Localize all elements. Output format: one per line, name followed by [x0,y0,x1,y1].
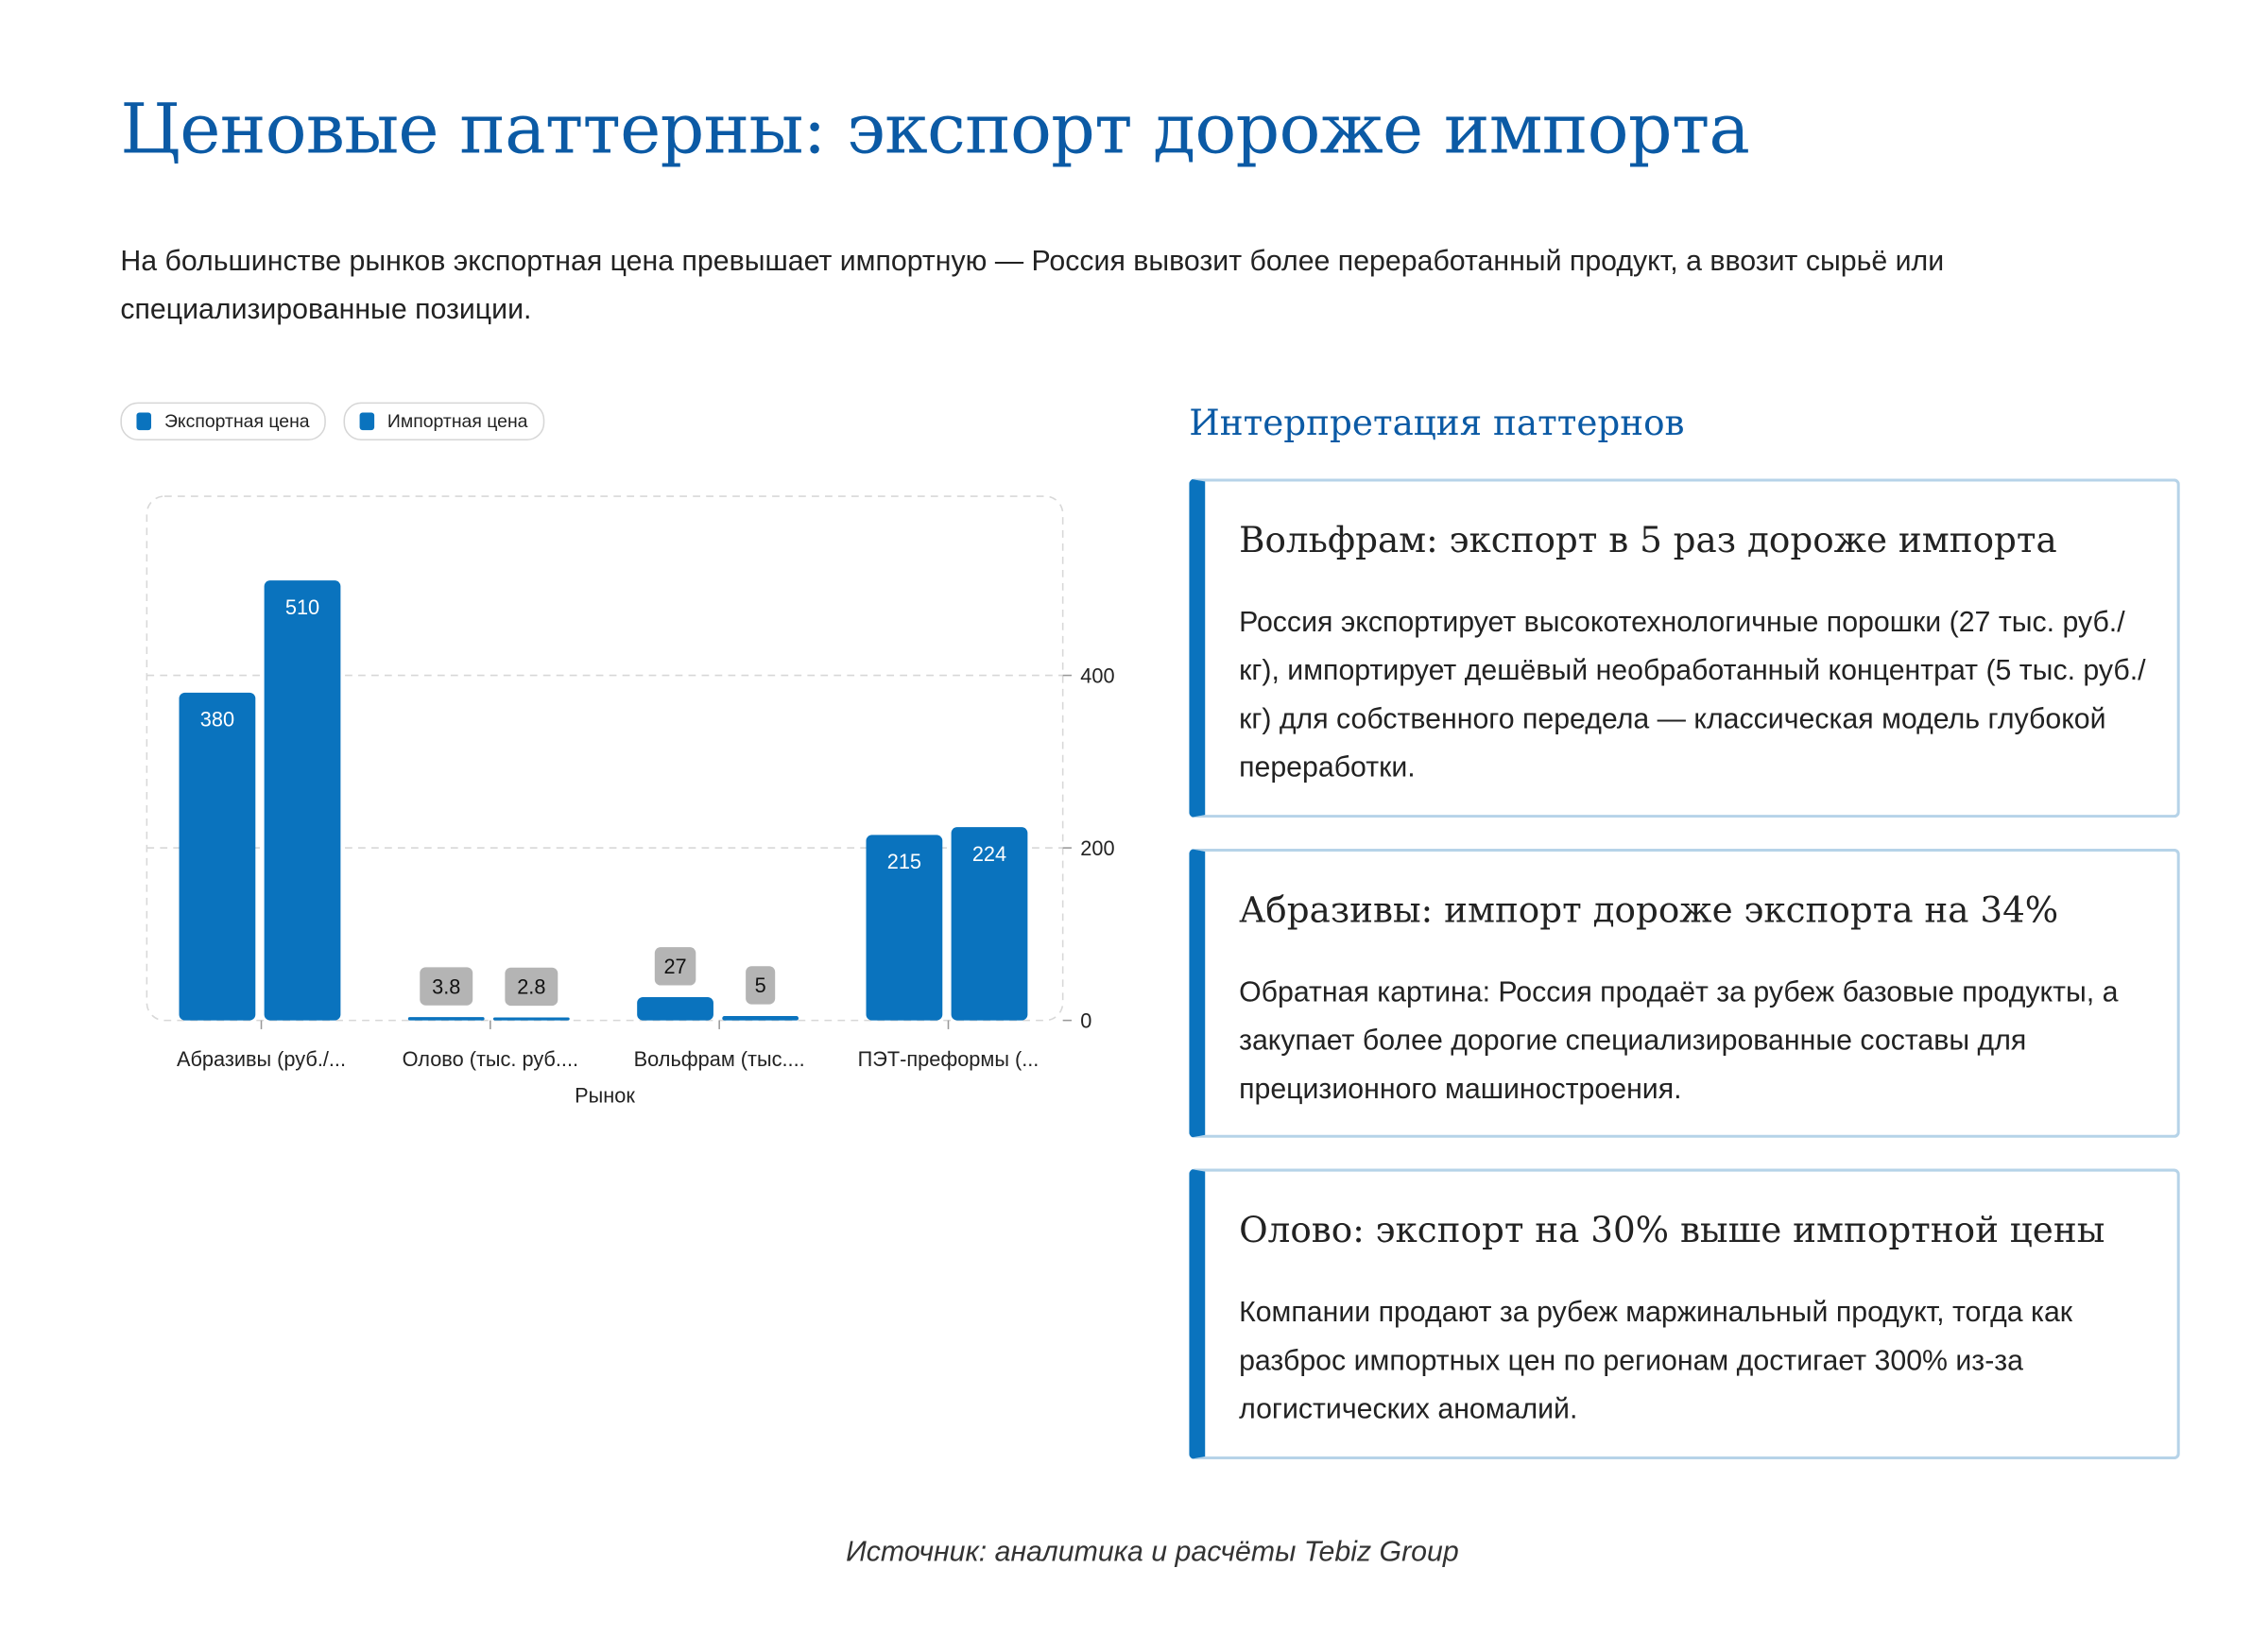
bar-export[interactable] [408,1017,485,1020]
card-title: Олово: экспорт на 30% выше импортной цены [1239,1210,2105,1251]
x-tick-label: Олово (тыс. руб.... [402,1046,579,1071]
x-tick-label: ПЭТ-преформы (... [857,1046,1040,1071]
data-label: 5 [754,974,766,998]
bar-import[interactable] [722,1016,799,1021]
y-tick-label: 400 [1080,663,1115,688]
bar-export[interactable] [637,997,713,1021]
card-text: Россия экспортирует высокотехнологичные порошки (27 тыс. руб./кг), импортирует дешёвый необработанный концентрат (5 тыс. руб./кг) для собственного передела — классическая модель глубокой переработки. [1239,606,2146,784]
data-label: 215 [886,850,922,874]
data-label: 3.8 [432,974,461,999]
card-abrasives [1189,849,2180,1138]
x-tick-label: Вольфрам (тыс.... [633,1046,805,1071]
data-label: 510 [284,594,320,619]
bar-export[interactable] [180,693,256,1021]
x-axis-label: Рынок [575,1083,635,1108]
x-tick-label: Абразивы (руб./... [176,1046,347,1071]
card-tin [1189,1169,2180,1460]
page-subtitle: На большинстве рынков экспортная цена превышает импортную — Россия вывозит более переработанный продукт, а ввозит сырьё или специализированные позиции. [120,245,1945,326]
y-tick-label: 200 [1080,836,1115,860]
source-note: Источник: аналитика и расчёты Tebiz Group [846,1535,1459,1569]
bars-layer [180,580,1028,1020]
legend-label-import: Импортная цена [387,410,528,432]
data-label: 224 [971,841,1007,866]
card-title: Вольфрам: экспорт в 5 раз дороже импорта [1239,519,2057,561]
card-title: Абразивы: импорт дороже экспорта на 34% [1239,889,2059,931]
data-label: 27 [663,955,687,979]
bar-chart [0,0,1160,1175]
legend-label-export: Экспортная цена [163,410,310,432]
bar-import[interactable] [265,580,341,1020]
bar-import[interactable] [493,1018,570,1021]
data-label: 2.8 [517,974,546,999]
card-text: Обратная картина: Россия продаёт за рубеж базовые продукты, а закупает более дорогие специализированные составы для прецизионного машиностроения. [1239,976,2119,1106]
card-text: Компании продают за рубеж маржинальный продукт, тогда как разброс импортных цен по регионам достигает 300% из-за логистических аномалий. [1239,1296,2073,1426]
card-tungsten [1189,478,2180,818]
data-label: 380 [199,707,235,732]
page-title: Ценовые паттерны: экспорт дороже импорта [120,89,1750,171]
y-tick-label: 0 [1080,1008,1092,1033]
interpretation-title: Интерпретация паттернов [1189,402,1685,444]
